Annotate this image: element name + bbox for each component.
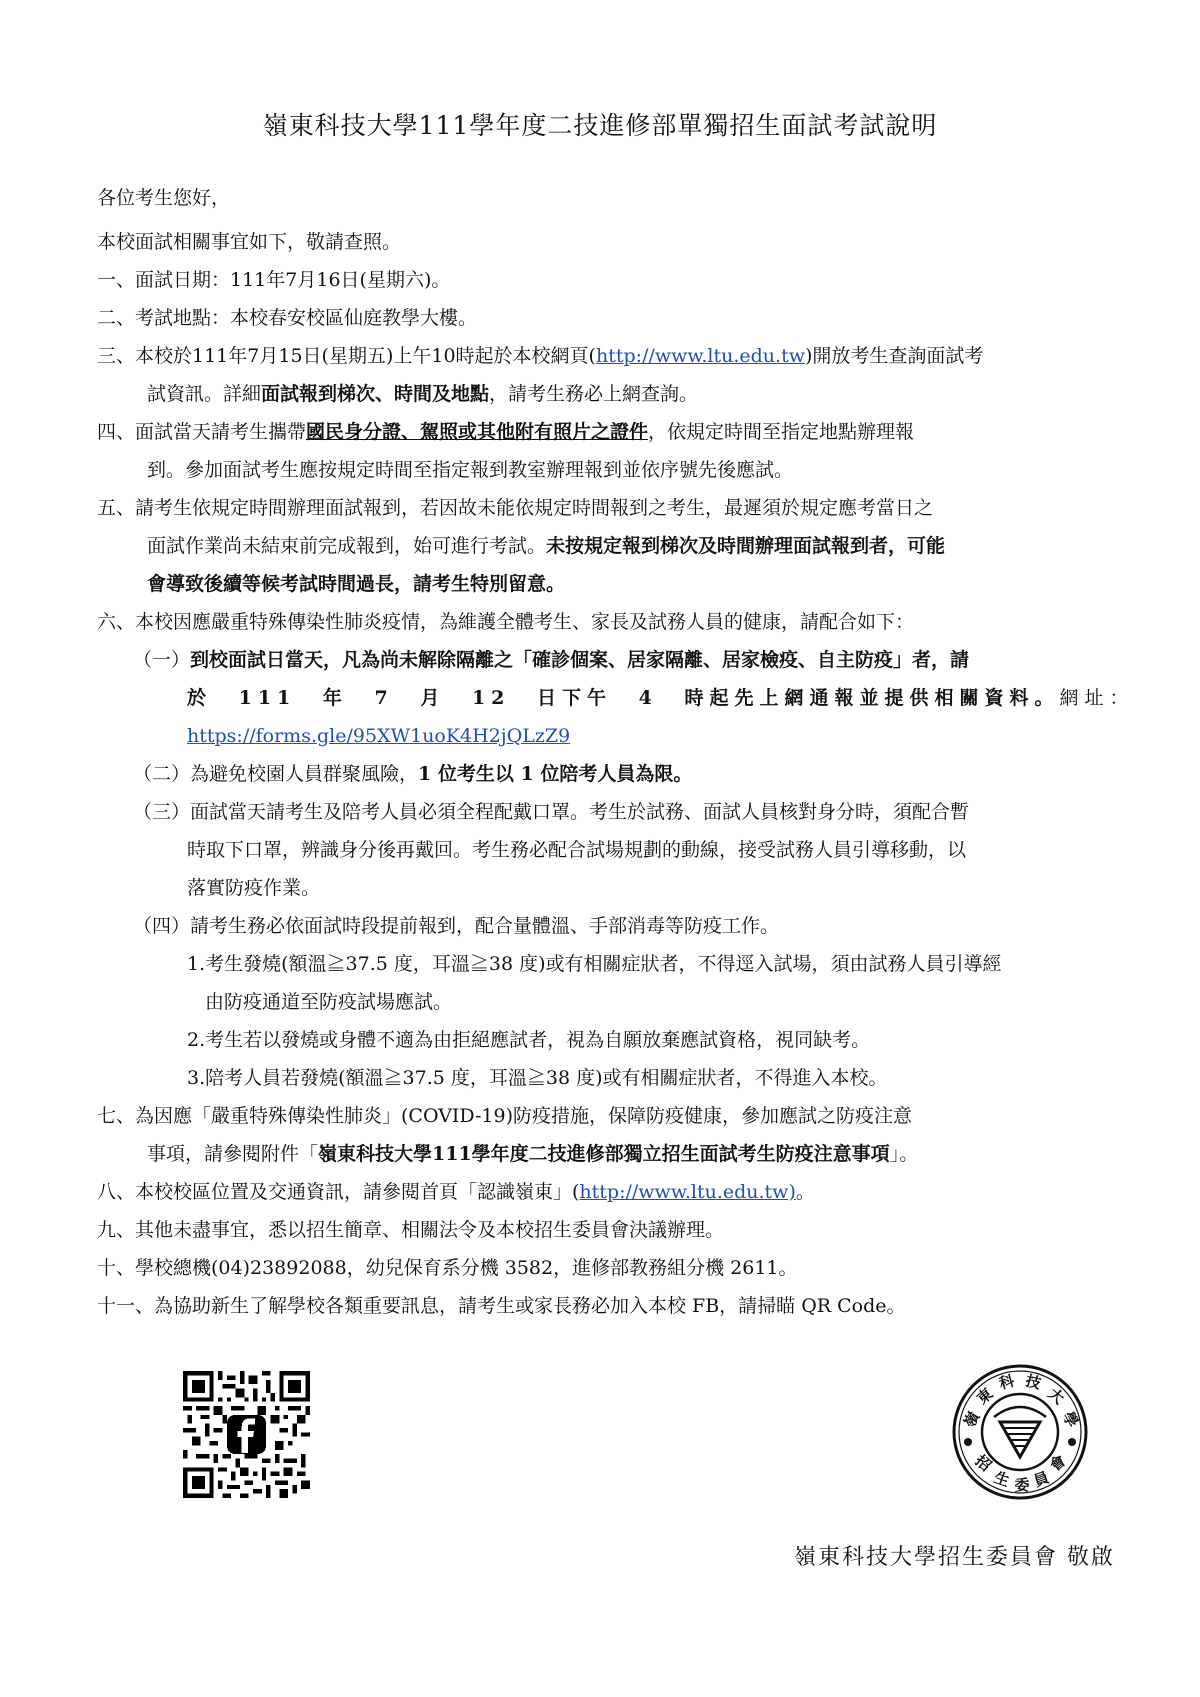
item-5: 五、請考生依規定時間辦理面試報到，若因故未能依規定時間報到之考生，最遲須於規定應考當日之 — [97, 497, 934, 519]
greeting: 各位考生您好， — [97, 187, 231, 209]
seal-char-5: 大 — [1044, 1384, 1068, 1408]
item-6-4: （四）請考生務必依面試時段提前報到，配合量體溫、手部消毒等防疫工作。 — [133, 915, 780, 937]
item-6-3-cont: 時取下口罩，辨識身分後再戴回。考生務必配合試場規劃的動線，接受試務人員引導移動，以 — [187, 839, 967, 861]
item-7-cont: 事項，請參閱附件「嶺東科技大學111學年度二技進修部獨立招生面試考生防疫注意事項」。 — [147, 1143, 919, 1165]
item-11: 十一、為協助新生了解學校各類重要訊息，請考生或家長務必加入本校 FB，請掃瞄 QR Code。 — [97, 1295, 906, 1317]
item-6-1: （一）到校面試日當天，凡為尚未解除隔離之「確診個案、居家隔離、居家檢疫、自主防疫」者，請 — [133, 649, 970, 671]
item-3: 三、本校於111年7月15日(星期五)上午10時起於本校網頁(http://www.ltu.edu.tw)開放考生查詢面試考 — [97, 345, 984, 367]
item-8: 八、本校校區位置及交通資訊，請參閱首頁「認識嶺東」(http://www.ltu.edu.tw)。 — [97, 1181, 815, 1203]
ltu-website-link[interactable]: http://www.ltu.edu.tw — [595, 345, 805, 367]
item-5-cont: 面試作業尚未結束前完成報到，始可進行考試。未按規定報到梯次及時間辦理面試報到者，可能 — [147, 535, 946, 557]
item-6-4-2: 2.考生若以發燒或身體不適為由拒絕應試者，視為自願放棄應試資格，視同缺考。 — [187, 1029, 871, 1051]
item-6-3-cont2: 落實防疫作業。 — [187, 877, 321, 899]
seal-char-1: 嶺 — [960, 1408, 984, 1431]
seal-char-6: 學 — [1058, 1408, 1082, 1431]
seal-char-7: 招 — [971, 1451, 995, 1475]
item-6-1-link-row — [97, 720, 1117, 752]
item-6-4-3: 3.陪考人員若發燒(額溫≧37.5 度，耳溫≧38 度)或有相關症狀者，不得進入本校。 — [187, 1067, 888, 1089]
item-6: 六、本校因應嚴重特殊傳染性肺炎疫情，為維護全體考生、家長及試務人員的健康，請配合如下： — [97, 611, 915, 633]
qr-code-image[interactable] — [183, 1371, 310, 1498]
seal-char-11: 會 — [1046, 1451, 1070, 1475]
seal-char-8: 生 — [991, 1468, 1012, 1491]
intro: 本校面試相關事宜如下，敬請查照。 — [97, 231, 402, 253]
seal-char-10: 員 — [1031, 1468, 1052, 1491]
item-4: 四、面試當天請考生攜帶國民身分證、駕照或其他附有照片之證件，依規定時間至指定地點辦理報 — [97, 421, 915, 443]
item-6-4-1: 1.考生發燒(額溫≧37.5 度，耳溫≧38 度)或有相關症狀者，不得逕入試場，須由試務人員引導經 — [187, 953, 1002, 975]
seal-char-2: 東 — [973, 1384, 997, 1408]
item-9: 九、其他未盡事宜，悉以招生簡章、相關法令及本校招生委員會決議辦理。 — [97, 1219, 725, 1241]
item-1: 一、面試日期：111年7月16日(星期六)。 — [97, 269, 451, 291]
item-5-cont2: 會導致後續等候考試時間過長，請考生特別留意。 — [147, 573, 566, 595]
committee-seal-image — [950, 1362, 1090, 1502]
forms-link[interactable]: https://forms.gle/95XW1uoK4H2jQLzZ9 — [187, 725, 571, 747]
signature: 嶺東科技大學招生委員會 敬啟 — [794, 1545, 1115, 1570]
seal-char-3: 科 — [997, 1371, 1017, 1393]
ltu-home-link[interactable]: http://www.ltu.edu.tw) — [579, 1181, 796, 1203]
item-6-2: （二）為避免校園人員群聚風險，1 位考生以 1 位陪考人員為限。 — [133, 763, 693, 785]
item-3-cont: 試資訊。詳細面試報到梯次、時間及地點，請考生務必上網查詢。 — [147, 383, 699, 405]
item-6-4-1-cont: 由防疫通道至防疫試場應試。 — [205, 991, 453, 1013]
item-10: 十、學校總機(04)23892088，幼兒保育系分機 3582，進修部教務組分機 2611。 — [97, 1257, 798, 1279]
item-7: 七、為因應「嚴重特殊傳染性肺炎」(COVID-19)防疫措施，保障防疫健康，參加應試之防疫注意 — [97, 1105, 913, 1127]
item-6-1-cont: 於 111 年 7 月 12 日下午 4 時起先上網通報並提供相關資料。 網址： — [187, 687, 1135, 709]
item-4-cont: 到。參加面試考生應按規定時間至指定報到教室辦理報到並依序號先後應試。 — [147, 459, 794, 481]
item-6-3: （三）面試當天請考生及陪考人員必須全程配戴口罩。考生於試務、面試人員核對身分時，須配合暫 — [133, 801, 970, 823]
document-body — [97, 182, 1135, 1328]
item-2: 二、考試地點：本校春安校區仙庭教學大樓。 — [97, 307, 478, 329]
document-title: 嶺東科技大學111學年度二技進修部單獨招生面試考試說明 — [262, 111, 938, 140]
seal-char-9: 委 — [1014, 1476, 1030, 1494]
seal-char-4: 技 — [1023, 1371, 1043, 1393]
